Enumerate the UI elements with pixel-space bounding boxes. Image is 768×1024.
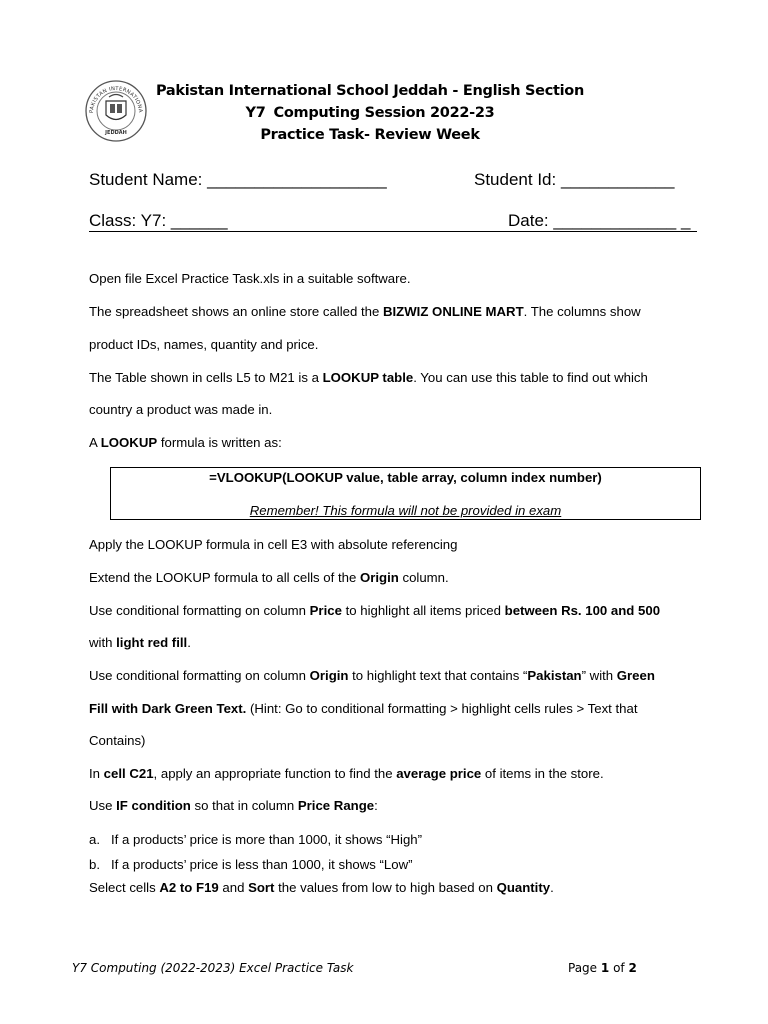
task-title: Practice Task- Review Week bbox=[260, 127, 480, 143]
formula-box bbox=[110, 467, 701, 520]
date-field: Date: _____________ _ bbox=[508, 211, 691, 230]
session-title: Y7 Computing Session 2022-23 bbox=[245, 105, 495, 121]
list-item-text: A LOOKUP formula is written as: bbox=[89, 435, 282, 450]
student-name-field: Student Name: ___________________ bbox=[89, 170, 387, 189]
school-logo bbox=[84, 79, 148, 143]
list-item-text: Use IF condition so that in column Price Range: bbox=[89, 798, 378, 813]
page-number: Page 1 of 2 bbox=[568, 961, 637, 975]
list-item-text: Open file Excel Practice Task.xls in a suitable software. bbox=[89, 271, 411, 286]
logo-city-text: JEDDAH bbox=[105, 130, 127, 136]
list-item-text: Fill with Dark Green Text. (Hint: Go to conditional formatting > highlight cells rules > Text that bbox=[89, 701, 638, 716]
formula-text: =VLOOKUP(LOOKUP value, table array, column index number) bbox=[209, 470, 602, 485]
list-item-text: product IDs, names, quantity and price. bbox=[89, 337, 319, 352]
list-item-text: country a product was made in. bbox=[89, 402, 273, 417]
subitem-text: If a products’ price is more than 1000, it shows “High” bbox=[111, 832, 423, 847]
list-item-text: Use conditional formatting on column Price to highlight all items priced between Rs. 100 and 500 bbox=[89, 603, 661, 618]
list-item-text: Contains) bbox=[89, 733, 146, 748]
list-item-text: In cell C21, apply an appropriate function to find the average price of items in the store. bbox=[89, 766, 604, 781]
list-item-text: Use conditional formatting on column Origin to highlight text that contains “Pakistan” with Green bbox=[89, 668, 655, 683]
list-item-text: Select cells A2 to F19 and Sort the values from low to high based on Quantity. bbox=[89, 880, 554, 895]
list-item-text: Apply the LOOKUP formula in cell E3 with absolute referencing bbox=[89, 537, 458, 552]
list-item-text: The Table shown in cells L5 to M21 is a LOOKUP table. You can use this table to find out which bbox=[89, 370, 648, 385]
student-id-field: Student Id: ____________ bbox=[474, 170, 675, 189]
header-divider bbox=[89, 231, 697, 232]
subitem-letter: a. bbox=[89, 832, 100, 847]
formula-reminder: Remember! This formula will not be provided in exam bbox=[249, 503, 562, 518]
class-field: Class: Y7: ______ bbox=[89, 211, 228, 230]
subitem-letter: b. bbox=[89, 857, 100, 872]
footer-left: Y7 Computing (2022-2023) Excel Practice Task bbox=[72, 961, 354, 975]
list-item-text: Extend the LOOKUP formula to all cells of the Origin column. bbox=[89, 570, 449, 585]
list-item-text: with light red fill. bbox=[89, 635, 191, 650]
list-item-text: The spreadsheet shows an online store called the BIZWIZ ONLINE MART. The columns show bbox=[89, 304, 641, 319]
subitem-text: If a products’ price is less than 1000, it shows “Low” bbox=[111, 857, 413, 872]
school-title: Pakistan International School Jeddah - English Section bbox=[155, 83, 584, 99]
logo-ring-text: PAKISTAN INTERNATIONA bbox=[88, 85, 144, 114]
